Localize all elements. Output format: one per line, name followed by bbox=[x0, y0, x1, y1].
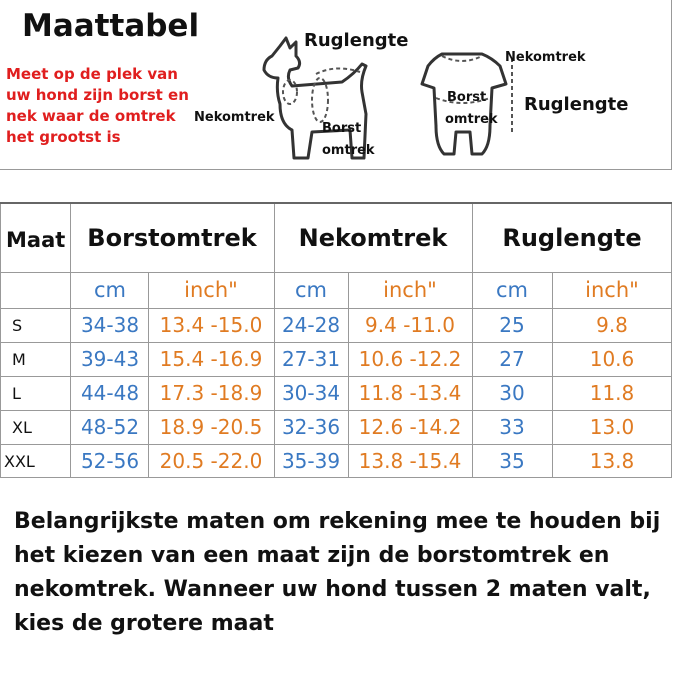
back-inch-value: 11.8 bbox=[589, 381, 635, 405]
size-label: XXL bbox=[4, 451, 35, 471]
table-row bbox=[0, 308, 672, 342]
back-cm-value: 33 bbox=[499, 415, 525, 439]
chest-inch-value: 13.4 -15.0 bbox=[159, 313, 263, 337]
back-inch-value: 13.8 bbox=[589, 449, 635, 473]
table-gridline bbox=[472, 204, 473, 478]
unit-cm-chest: cm bbox=[93, 278, 126, 302]
chest-inch-value: 15.4 -16.9 bbox=[159, 347, 263, 371]
back-inch-value: 13.0 bbox=[589, 415, 635, 439]
size-label: L bbox=[12, 383, 21, 403]
measure-instruction: Meet op de plek van uw hond zijn borst en nek waar de omtrek het grootst is bbox=[6, 65, 189, 146]
table-gridline bbox=[552, 272, 553, 478]
coat-back-label: Ruglengte bbox=[524, 94, 629, 115]
table-row bbox=[0, 342, 672, 376]
back-cm-value: 30 bbox=[499, 381, 525, 405]
neck-cm-value: 35-39 bbox=[281, 449, 341, 473]
table-gridline bbox=[0, 477, 672, 478]
back-cm-value: 27 bbox=[499, 347, 525, 371]
table-row bbox=[0, 376, 672, 410]
size-advice-text: Belangrijkste maten om rekening mee te houden bij het kiezen van een maat zijn de borstomtrek en nekomtrek. Wanneer uw hond tussen 2 maten valt, kies de grotere maat bbox=[14, 509, 661, 636]
chest-cm-value: 48-52 bbox=[80, 415, 140, 439]
neck-cm-value: 27-31 bbox=[281, 347, 341, 371]
neck-cm-value: 30-34 bbox=[281, 381, 341, 405]
group-header-chest: Borstomtrek bbox=[87, 224, 257, 252]
table-row bbox=[0, 444, 672, 478]
back-cm-value: 35 bbox=[499, 449, 525, 473]
table-gridline bbox=[0, 444, 672, 445]
chest-inch-value: 18.9 -20.5 bbox=[159, 415, 263, 439]
dog-chest-label-1: Borst bbox=[322, 121, 362, 136]
neck-inch-value: 9.4 -11.0 bbox=[365, 313, 455, 337]
unit-inch-neck: inch" bbox=[383, 278, 437, 302]
table-gridline bbox=[0, 308, 672, 309]
coat-neck-label: Nekomtrek bbox=[505, 50, 586, 65]
coat-outline-icon bbox=[420, 50, 520, 160]
table-gridline bbox=[671, 204, 672, 478]
chest-cm-value: 52-56 bbox=[80, 449, 140, 473]
coat-chest-label-1: Borst bbox=[447, 90, 487, 105]
back-cm-value: 25 bbox=[499, 313, 525, 337]
dog-back-label: Ruglengte bbox=[304, 30, 409, 51]
table-gridline bbox=[70, 204, 71, 478]
neck-cm-value: 32-36 bbox=[281, 415, 341, 439]
size-label: S bbox=[12, 315, 23, 335]
chest-cm-value: 39-43 bbox=[80, 347, 140, 371]
group-header-back: Ruglengte bbox=[502, 224, 642, 252]
table-gridline bbox=[0, 272, 672, 273]
chest-cm-value: 34-38 bbox=[80, 313, 140, 337]
page-title: Maattabel bbox=[22, 8, 200, 44]
table-header-row bbox=[0, 204, 672, 272]
dog-neck-label: Nekomtrek bbox=[194, 110, 275, 125]
neck-inch-value: 13.8 -15.4 bbox=[358, 449, 462, 473]
neck-inch-value: 11.8 -13.4 bbox=[358, 381, 462, 405]
back-inch-value: 10.6 bbox=[589, 347, 635, 371]
size-table bbox=[0, 204, 672, 478]
coat-chest-label-2: omtrek bbox=[445, 112, 498, 127]
unit-cm-back: cm bbox=[495, 278, 528, 302]
neck-inch-value: 12.6 -14.2 bbox=[358, 415, 462, 439]
size-label: XL bbox=[12, 417, 32, 437]
unit-cm-neck: cm bbox=[294, 278, 327, 302]
chest-inch-value: 20.5 -22.0 bbox=[159, 449, 263, 473]
table-gridline bbox=[148, 272, 149, 478]
table-gridline bbox=[0, 342, 672, 343]
table-row bbox=[0, 410, 672, 444]
back-inch-value: 9.8 bbox=[596, 313, 628, 337]
size-column-header: Maat bbox=[6, 228, 66, 252]
table-gridline bbox=[0, 410, 672, 411]
neck-inch-value: 10.6 -12.2 bbox=[358, 347, 462, 371]
unit-inch-back: inch" bbox=[585, 278, 639, 302]
size-label: M bbox=[12, 349, 26, 369]
chest-inch-value: 17.3 -18.9 bbox=[159, 381, 263, 405]
table-gridline bbox=[274, 204, 275, 478]
neck-cm-value: 24-28 bbox=[281, 313, 341, 337]
table-gridline bbox=[0, 376, 672, 377]
table-gridline bbox=[0, 204, 1, 478]
group-header-neck: Nekomtrek bbox=[298, 224, 448, 252]
dog-chest-label-2: omtrek bbox=[322, 143, 375, 158]
chest-cm-value: 44-48 bbox=[80, 381, 140, 405]
table-unit-row bbox=[0, 272, 672, 308]
table-gridline bbox=[348, 272, 349, 478]
blank-divider-band bbox=[0, 170, 672, 204]
unit-inch-chest: inch" bbox=[184, 278, 238, 302]
